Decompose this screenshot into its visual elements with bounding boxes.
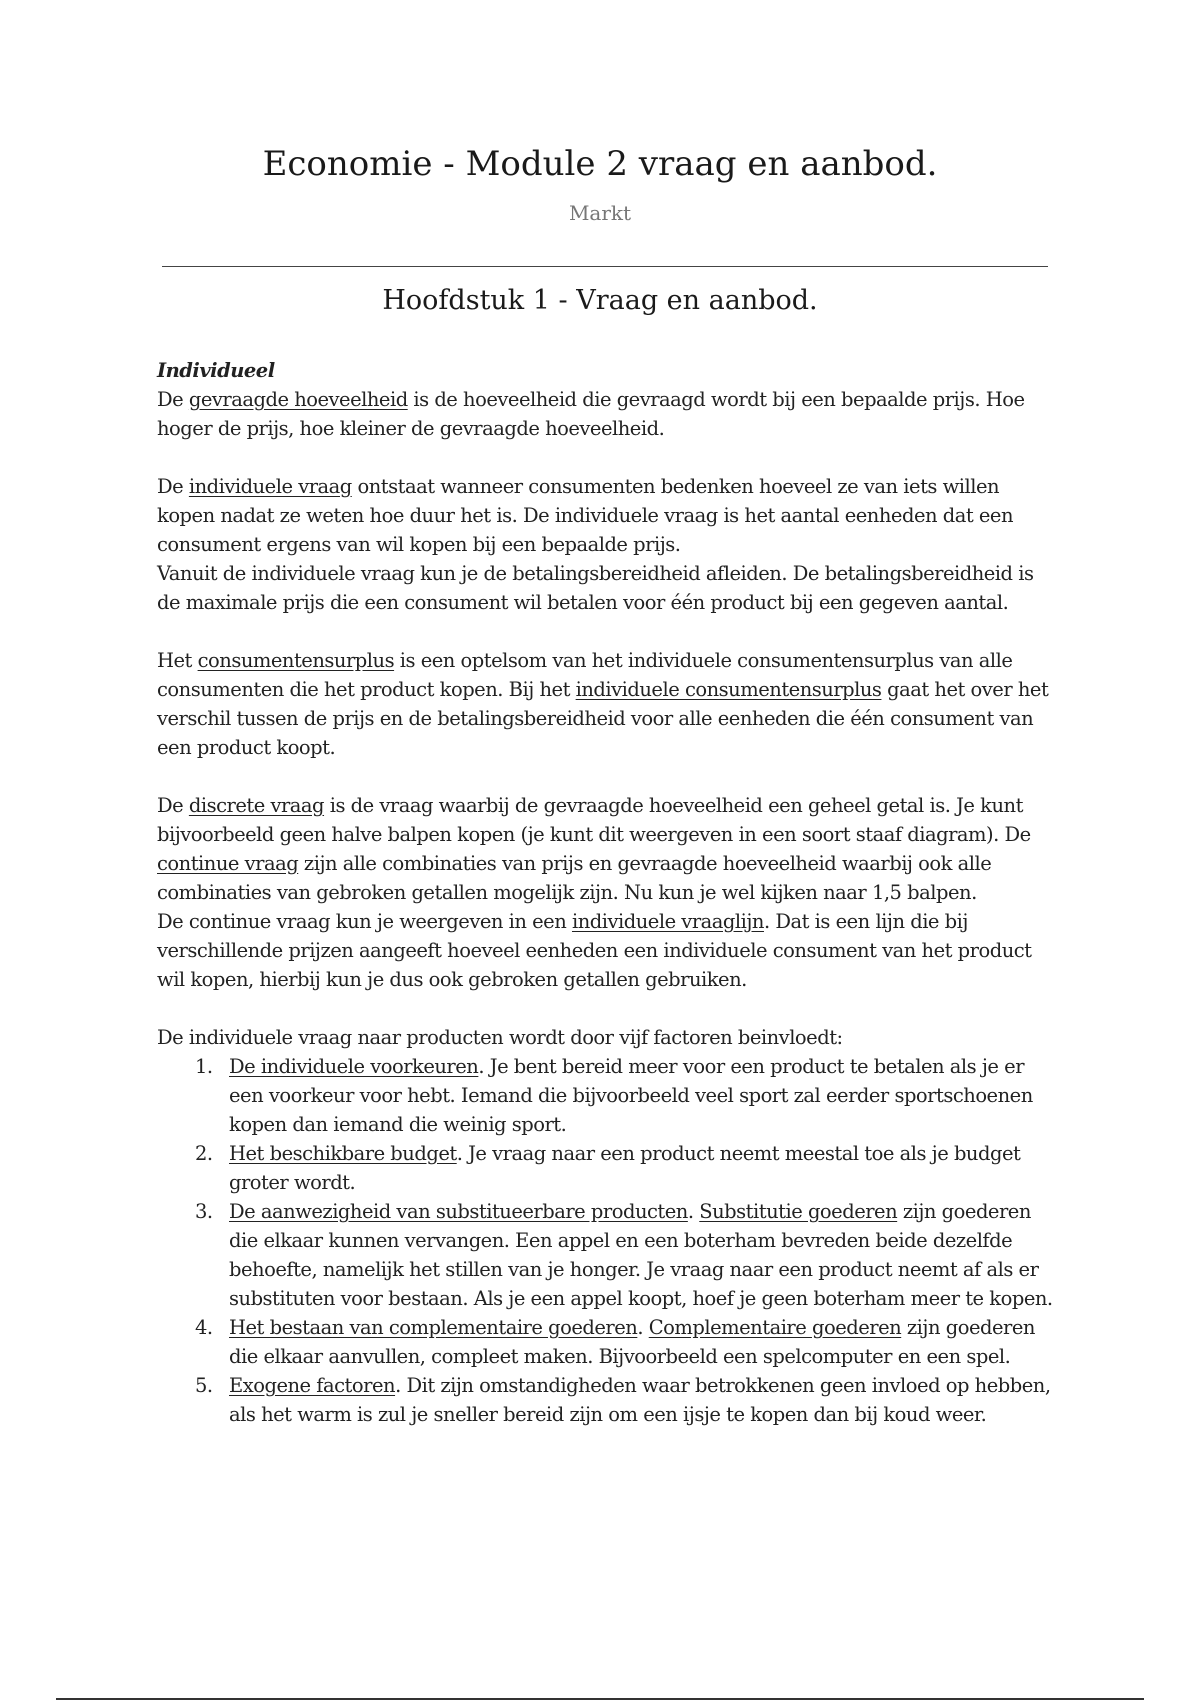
document-title: Economie - Module 2 vraag en aanbod. (262, 144, 938, 184)
term-continue-vraag: continue vraag (157, 852, 299, 875)
factor-text: zijn goederen die elkaar kunnen vervangen. Een appel en een boterham bevreden beide dezelfde behoefte, namelijk het stillen van je honger. Je vraag naar een product neemt af als er substituten voor bestaan. Als je een appel koopt, hoef je geen boterham meer te kopen. (229, 1200, 1053, 1310)
term-individuele-vraag: individuele vraag (188, 475, 352, 498)
term-individuele-vraaglijn: individuele vraaglijn (571, 910, 764, 933)
list-item (157, 1197, 1057, 1313)
paragraph-individuele-vraag (157, 472, 1057, 559)
title-divider (162, 266, 1048, 267)
text-run: gaat het over het verschil tussen de prijs en de betalingsbereidheid voor alle eenheden die één consument van een product koopt. (157, 678, 1049, 759)
list-number: 4. (195, 1316, 213, 1339)
paragraph-vraaglijn (157, 907, 1057, 994)
list-item (157, 1313, 1057, 1371)
factor-separator: . (637, 1316, 649, 1339)
term-gevraagde-hoeveelheid: gevraagde hoeveelheid (188, 388, 408, 411)
document-body (157, 356, 1057, 1429)
text-run: Het (157, 649, 198, 672)
list-number: 5. (195, 1374, 213, 1397)
paragraph-betalingsbereidheid: Vanuit de individuele vraag kun je de betalingsbereidheid afleiden. De betalingsbereidheid is de maximale prijs die een consument wil betalen voor één product bij een gegeven aantal. (157, 562, 1034, 614)
text-run: is de vraag waarbij de gevraagde hoeveelheid een geheel getal is. Je kunt bijvoorbeeld geen halve balpen kopen (je kunt dit weergeven in een soort staaf diagram). De (157, 794, 1031, 846)
factor-separator: . (687, 1200, 700, 1223)
document-subtitle: Markt (568, 201, 632, 225)
text-run: . Dat is een lijn die bij verschillende prijzen aangeeft hoeveel eenheden een individuele consument van het product wil kopen, hierbij kun je dus ook gebroken getallen gebruiken. (157, 910, 1032, 991)
text-run: ontstaat wanneer consumenten bedenken hoeveel ze van iets willen kopen nadat ze weten hoe duur het is. De individuele vraag is het aantal eenheden dat een consument ergens van wil kopen bij een bepaalde prijs. (157, 475, 1014, 556)
factor-term: Het bestaan van complementaire goederen (229, 1316, 638, 1339)
factor-term-secondary: Complementaire goederen (648, 1316, 902, 1339)
list-item (157, 1139, 1057, 1197)
text-run: De (157, 794, 189, 817)
factor-text: . Je bent bereid meer voor een product te betalen als je er een voorkeur voor hebt. Iemand die bijvoorbeeld veel sport zal eerder sportschoenen kopen dan iemand die weinig sport. (229, 1055, 1033, 1136)
text-run: De (157, 388, 189, 411)
factor-text: zijn goederen die elkaar aanvullen, compleet maken. Bijvoorbeeld een spelcomputer en een spel. (229, 1316, 1035, 1368)
text-run: De continue vraag kun je weergeven in een (157, 910, 572, 933)
paragraph-gevraagde-hoeveelheid (157, 385, 1057, 443)
factor-text: . Dit zijn omstandigheden waar betrokkenen geen invloed op hebben, als het warm is zul je sneller bereid zijn om een ijsje te kopen dan bij koud weer. (229, 1374, 1051, 1426)
factor-term-secondary: Substitutie goederen (699, 1200, 898, 1223)
chapter-title: Hoofdstuk 1 - Vraag en aanbod. (382, 285, 818, 316)
list-item (157, 1052, 1057, 1139)
paragraph-discrete-vraag (157, 791, 1057, 907)
list-item (157, 1371, 1057, 1429)
term-consumentensurplus: consumentensurplus (197, 649, 395, 672)
text-run: zijn alle combinaties van prijs en gevraagde hoeveelheid waarbij ook alle combinaties van gebroken getallen mogelijk zijn. Nu kun je wel kijken naar 1,5 balpen. (157, 852, 992, 904)
list-number: 3. (195, 1200, 213, 1223)
text-run: is een optelsom van het individuele consumentensurplus van alle consumenten die het product kopen. Bij het (157, 649, 1013, 701)
text-run: De (157, 475, 189, 498)
factor-term: Exogene factoren (229, 1374, 396, 1397)
factors-list (157, 1052, 1057, 1429)
factor-text: . Je vraag naar een product neemt meestal toe als je budget groter wordt. (229, 1142, 1021, 1194)
factor-term: De individuele voorkeuren (229, 1055, 479, 1078)
paragraph-consumentensurplus (157, 646, 1057, 762)
factor-term: Het beschikbare budget (229, 1142, 457, 1165)
text-run: is de hoeveelheid die gevraagd wordt bij een bepaalde prijs. Hoe hoger de prijs, hoe kleiner de gevraagde hoeveelheid. (157, 388, 1025, 440)
term-discrete-vraag: discrete vraag (188, 794, 325, 817)
term-individuele-consumentensurplus: individuele consumentensurplus (575, 678, 882, 701)
list-number: 1. (195, 1055, 213, 1078)
section-heading: Individueel (157, 359, 275, 382)
list-number: 2. (195, 1142, 213, 1165)
factors-intro: De individuele vraag naar producten wordt door vijf factoren beinvloedt: (157, 1026, 843, 1049)
factor-term: De aanwezigheid van substitueerbare producten (229, 1200, 688, 1223)
